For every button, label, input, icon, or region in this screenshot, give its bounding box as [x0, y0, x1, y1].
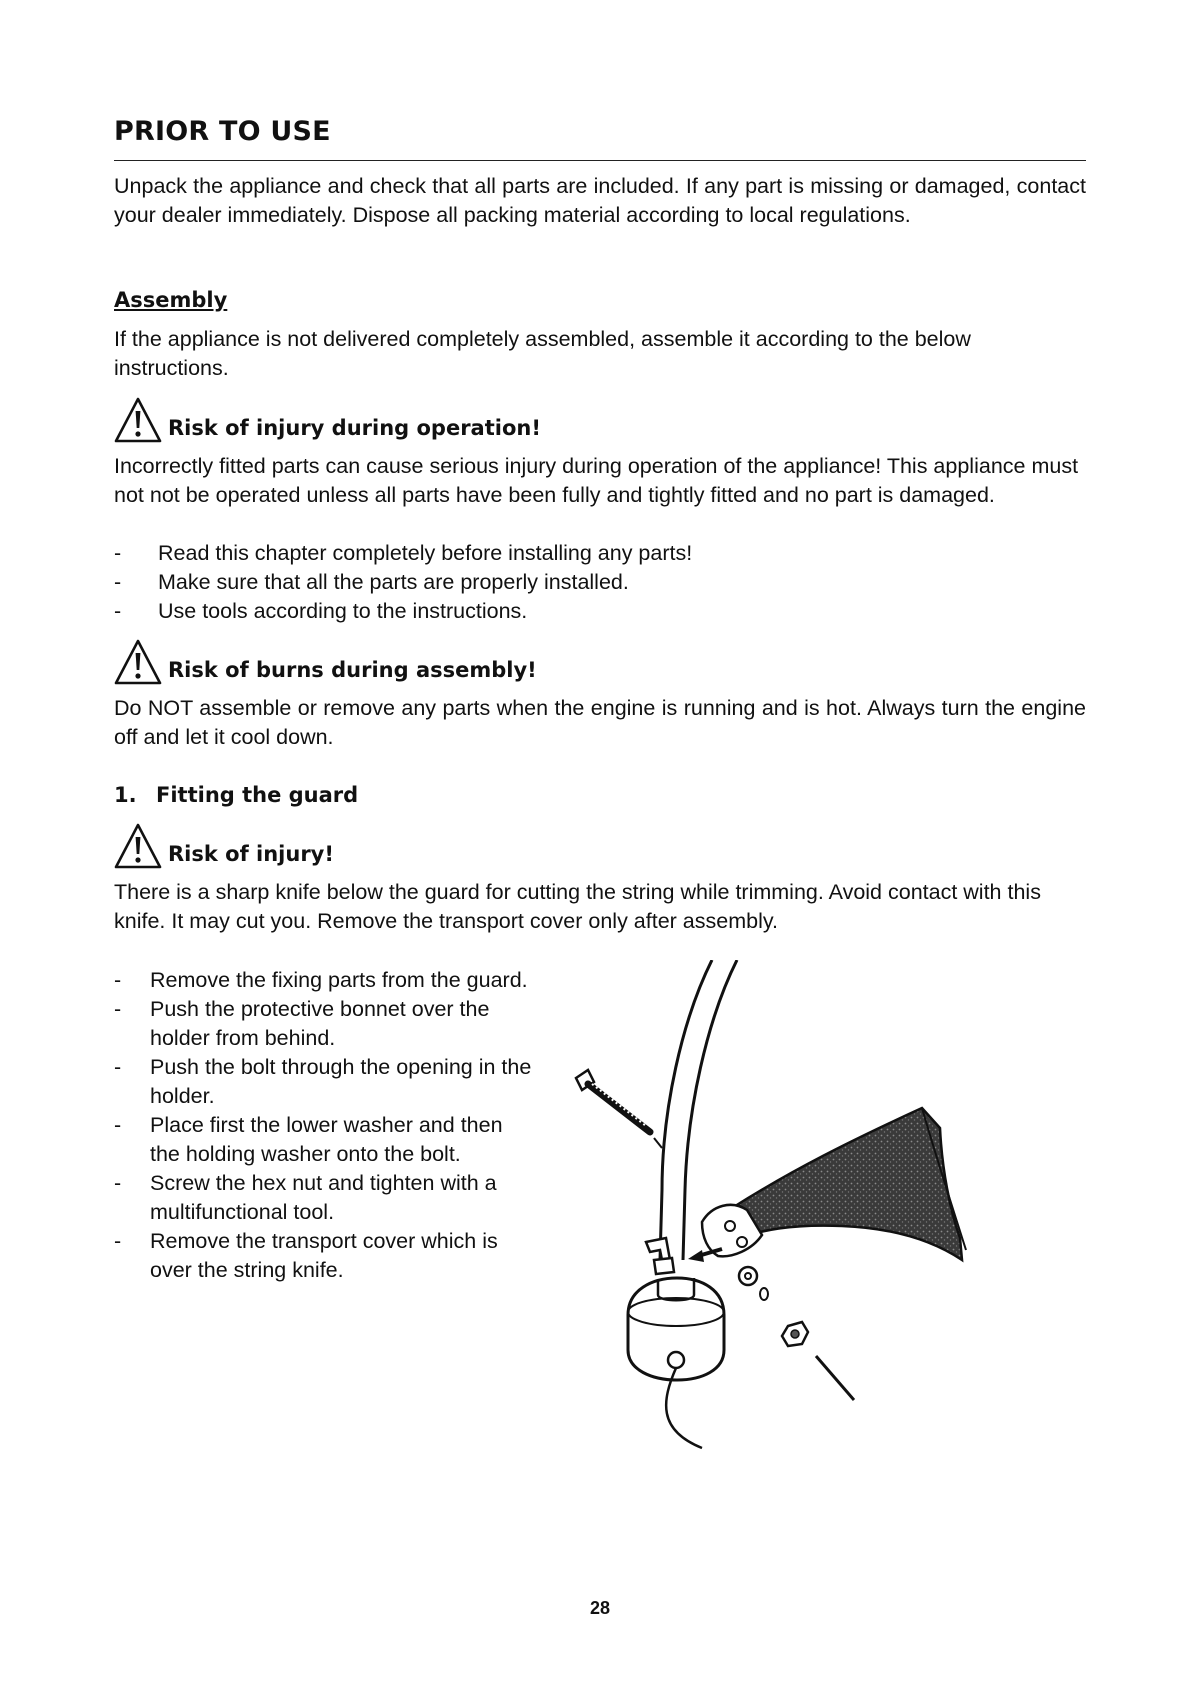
- list-item: - Screw the hex nut and tighten with a multifunctional tool.: [114, 1171, 497, 1224]
- warning-burns-title: Risk of burns during assembly!: [168, 658, 537, 682]
- assembly-text: If the appliance is not delivered completely assembled, assemble it according to the below instructions.: [114, 327, 971, 380]
- page-number: 28: [589, 1598, 611, 1618]
- warning-injury-title: Risk of injury!: [168, 842, 334, 866]
- assembly-heading: Assembly: [114, 288, 228, 312]
- page-title: PRIOR TO USE: [114, 116, 331, 147]
- warning-triangle-icon: [114, 638, 162, 686]
- warning-operation-header: [114, 396, 541, 444]
- warning-injury-text: There is a sharp knife below the guard for cutting the string while trimming. Avoid contact with this knife. It may cut you. Remove the transport cover only after assembly.: [114, 880, 1041, 933]
- section-number: 1.: [114, 783, 137, 807]
- section-title: Fitting the guard: [156, 783, 359, 807]
- warning-operation-text: Incorrectly fitted parts can cause serious injury during operation of the appliance! This appliance must not not be operated unless all parts have been fully and tightly fitted and no part is damaged.: [114, 454, 1079, 507]
- list-item: - Push the protective bonnet over the holder from behind.: [114, 997, 490, 1050]
- list-item: - Use tools according to the instructions.: [114, 599, 528, 623]
- warning-operation-list: [114, 539, 692, 626]
- warning-injury-header: [114, 822, 334, 870]
- intro-paragraph: Unpack the appliance and check that all parts are included. If any part is missing or damaged, contact your dealer immediately. Dispose all packing material according to local regulations.: [114, 174, 1086, 227]
- guard-assembly-illustration: [562, 960, 1107, 1450]
- warning-burns-text: Do NOT assemble or remove any parts when the engine is running and is hot. Always turn the engine off and let it cool down.: [114, 696, 1086, 749]
- list-item: - Remove the transport cover which is over the string knife.: [114, 1229, 498, 1282]
- list-item: - Remove the fixing parts from the guard.: [114, 968, 528, 992]
- fitting-steps-list: [114, 966, 534, 1285]
- warning-triangle-icon: [114, 396, 162, 444]
- warning-operation-title: Risk of injury during operation!: [168, 416, 541, 440]
- list-item: - Place first the lower washer and then the holding washer onto the bolt.: [114, 1113, 503, 1166]
- list-item: - Make sure that all the parts are properly installed.: [114, 570, 629, 594]
- list-item: - Read this chapter completely before installing any parts!: [114, 541, 693, 565]
- warning-burns-header: [114, 638, 537, 686]
- list-item: - Push the bolt through the opening in the holder.: [114, 1055, 532, 1108]
- warning-triangle-icon: [114, 822, 162, 870]
- section-1-heading: [114, 783, 358, 807]
- title-rule: [114, 160, 1086, 161]
